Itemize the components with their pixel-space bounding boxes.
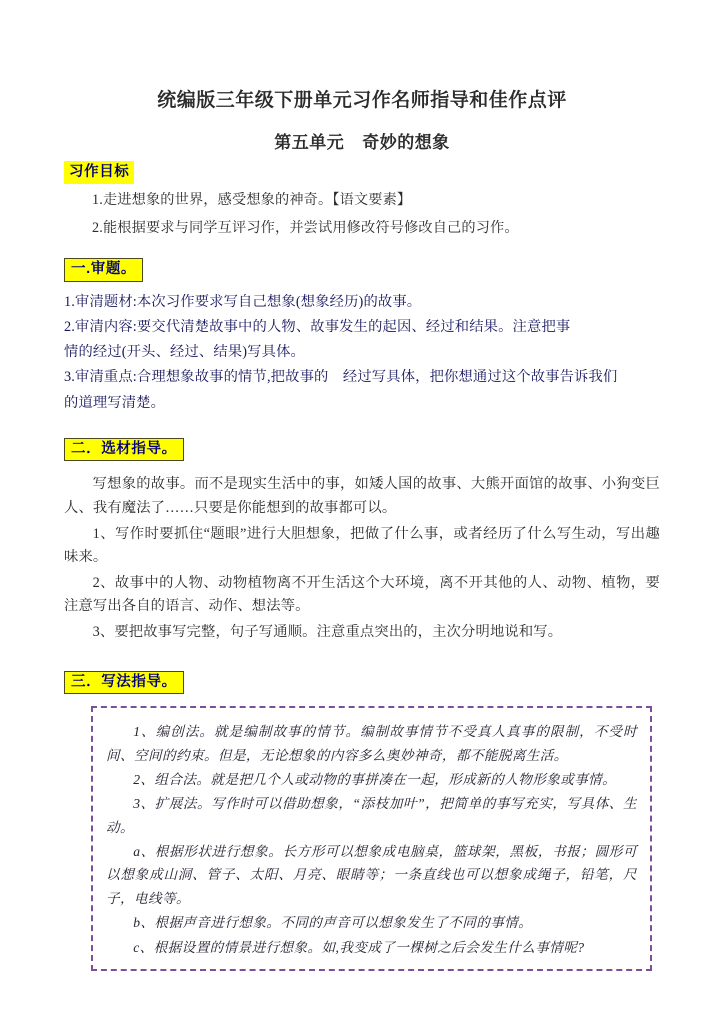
xuancai-para-4: 3、要把故事写完整，句子写通顺。注意重点突出的，主次分明地说和写。: [92, 624, 563, 641]
xuancai-para-1: 写想象的故事。而不是现实生活中的事，如矮人国的故事、大熊开面馆的故事、小狗变巨人、我有魔法了……只要是你能想到的故事都可以。: [64, 476, 660, 516]
xuancai-body: [64, 473, 660, 644]
xiefa-badge-row: [64, 671, 660, 695]
xiefa-callout-item-4: a、根据形状进行想象。长方形可以想象成电脑桌，篮球架，黑板，书报；圆形可以想象成山洞、管子、太阳、月亮、眼睛等；一条直线也可以想象成绳子，铅笔，尺子，电线等。: [106, 844, 637, 906]
goal-item-2: 2.能根据要求与同学互评习作，并尝试用修改符号修改自己的习作。: [92, 220, 519, 237]
section-writing-goal: [64, 161, 660, 241]
shenti-line-2: 2.审清内容:要交代清楚故事中的人物、故事发生的起因、经过和结果。注意把事: [64, 319, 571, 336]
page-subtitle: [64, 114, 660, 153]
shenti-body: [64, 291, 660, 415]
shenti-line-4: 3.审清重点:合理想象故事的情节,把故事的 经过写具体，把你想通过这个故事告诉我们: [64, 369, 618, 386]
page-title: 统编版三年级下册单元习作名师指导和佳作点评: [157, 90, 567, 111]
section-heading-xuancai: 二．选材指导。: [64, 438, 184, 462]
section-xiefa: [64, 671, 660, 971]
section-heading-goal: 习作目标: [64, 161, 134, 185]
section-xuancai: [64, 438, 660, 645]
xiefa-callout-item-3: 3、扩展法。写作时可以借助想象，“添枝加叶”，把简单的事写充实，写具体、生动。: [106, 796, 637, 835]
xiefa-callout-item-2: 2、组合法。就是把几个人或动物的事拼凑在一起，形成新的人物形象或事情。: [133, 771, 617, 787]
section-heading-xiefa: 三．写法指导。: [64, 671, 184, 695]
shenti-line-5: 的道理写清楚。: [64, 394, 166, 411]
section-shenti: [64, 258, 660, 414]
xiefa-callout-item-5: b、根据声音进行想象。不同的声音可以想象发生了不同的事情。: [133, 915, 533, 931]
subtitle-unit: 第五单元: [274, 132, 345, 152]
subtitle-topic: 奇妙的想象: [362, 132, 450, 152]
goal-badge-row: [64, 161, 660, 185]
xuancai-para-3: 2、故事中的人物、动物植物离不开生活这个大环境，离不开其他的人、动物、植物，要注意写出各自的语言、动作、想法等。: [64, 575, 660, 615]
shenti-line-1: 1.审清题材:本次习作要求写自己想象(想象经历)的故事。: [64, 293, 422, 310]
shenti-line-3: 情的经过(开头、经过、结果)写具体。: [64, 344, 305, 361]
xiefa-callout-box: [91, 706, 652, 971]
section-heading-shenti: 一.审题。: [64, 258, 143, 282]
shenti-badge-row: [64, 258, 660, 282]
goal-item-1: 1.走进想象的世界，感受想象的神奇。【语文要素】: [92, 192, 412, 209]
xiefa-callout-item-6: c、根据设置的情景进行想象。如,我变成了一棵树之后会发生什么事情呢?: [133, 939, 585, 955]
xuancai-badge-row: [64, 438, 660, 462]
xiefa-callout-item-1: 1、编创法。就是编制故事的情节。编制故事情节不受真人真事的限制，不受时间、空间的约束。但是，无论想象的内容多么奥妙神奇，都不能脱离生活。: [106, 724, 637, 763]
xuancai-para-2: 1、写作时要抓住“题眼”进行大胆想象，把做了什么事，或者经历了什么写生动，写出趣味来。: [64, 525, 660, 565]
